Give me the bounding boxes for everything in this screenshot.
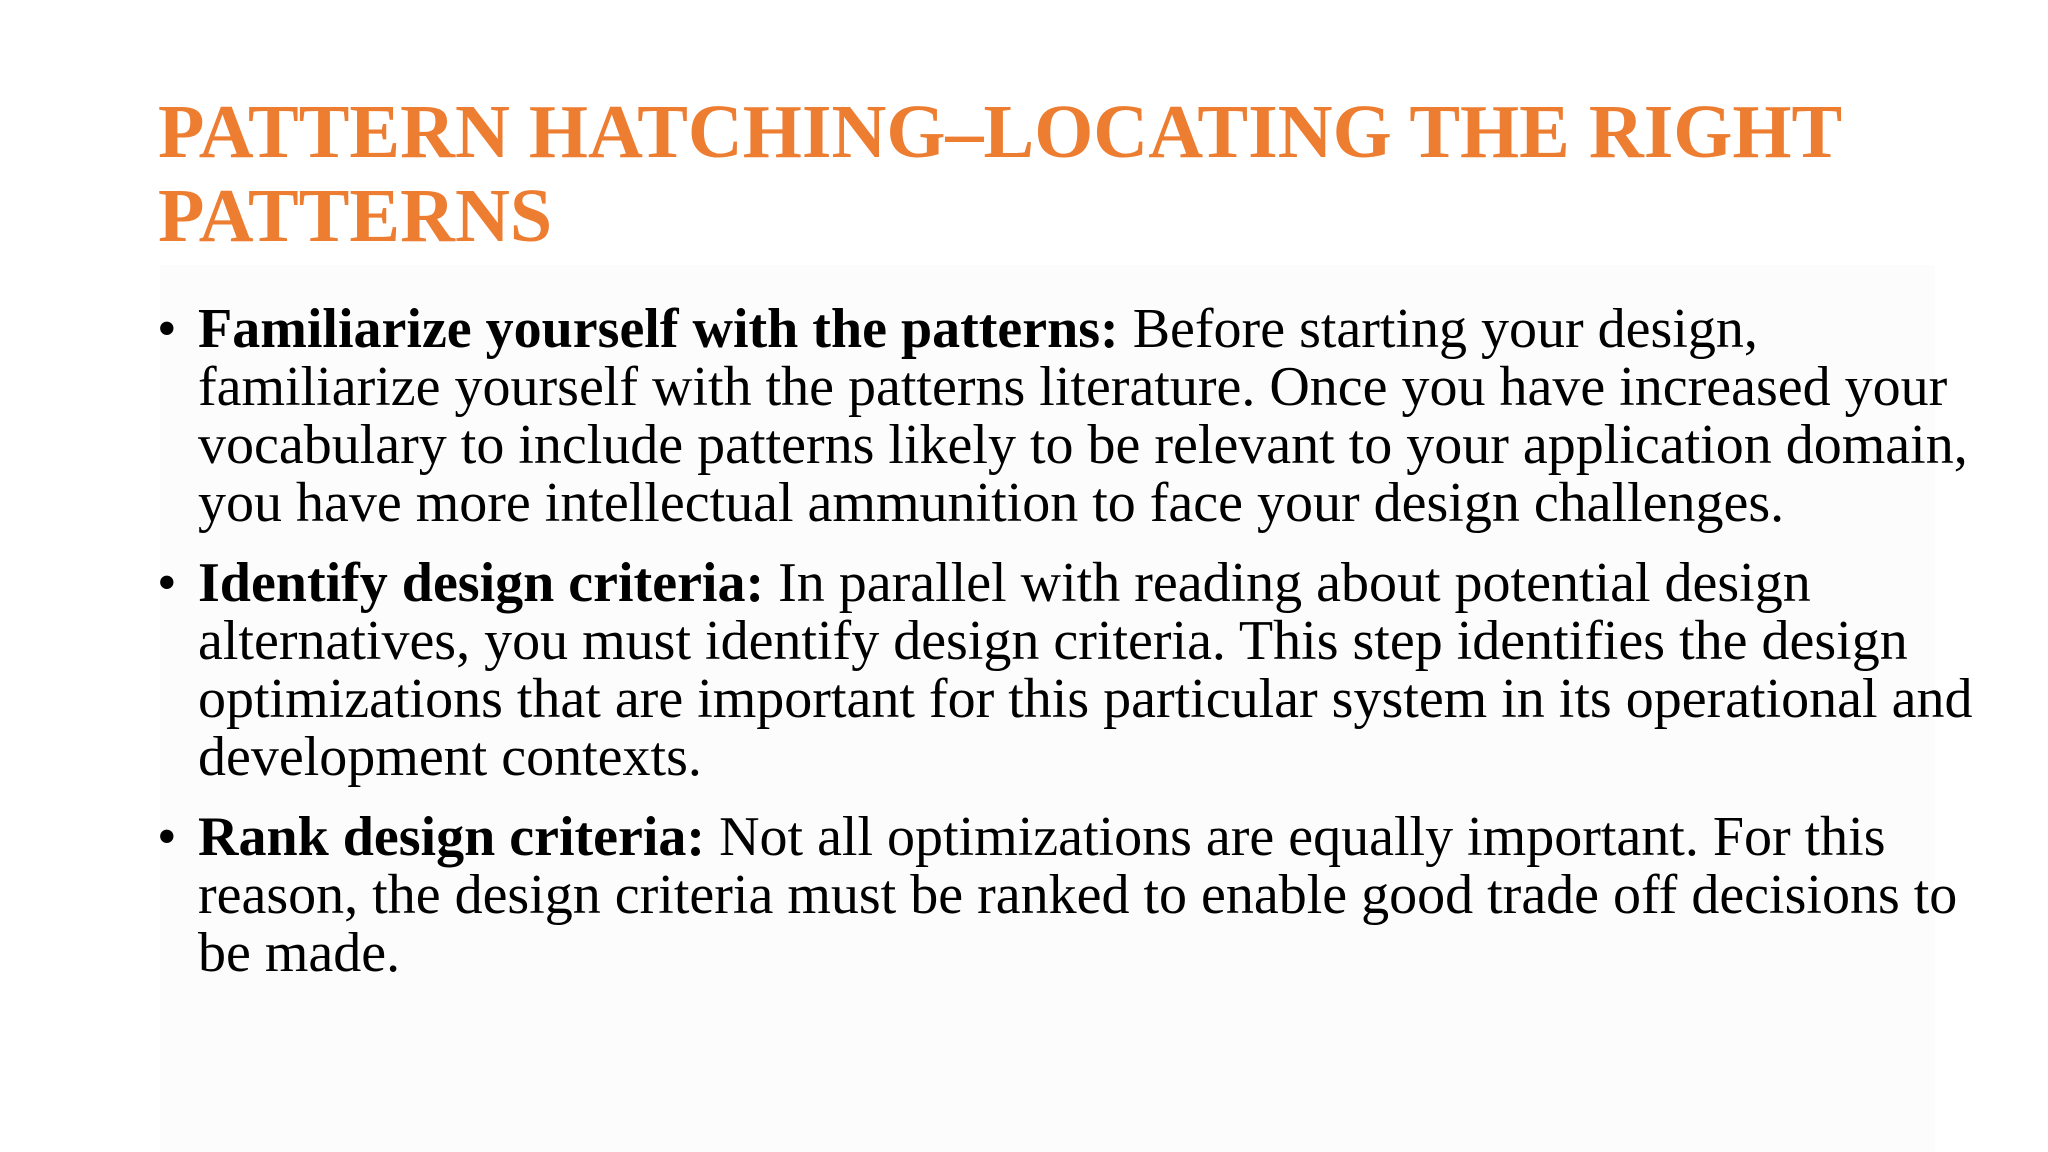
bullet-item-rank xyxy=(150,808,1980,982)
bullet-term: Familiarize yourself with the patterns: xyxy=(198,298,1119,360)
bullet-item-identify xyxy=(150,554,1980,786)
bullet-term: Rank design criteria: xyxy=(198,806,706,868)
bullet-term: Identify design criteria: xyxy=(198,552,765,614)
bullet-icon: • xyxy=(157,552,177,614)
bullet-text: Not all optimizations are equally important. For this reason, the design criteria must be ranked to enable good trade off decisions to be made. xyxy=(198,806,1958,984)
bullet-text: Before starting your design, familiarize yourself with the patterns literature. Once you have increased your vocabulary to include patterns likely to be relevant to your application domain, you have more intellectual ammunition to face your design challenges. xyxy=(198,298,1968,534)
bullet-text: In parallel with reading about potential design alternatives, you must identify design criteria. This step identifies the design optimizations that are important for this particular system in its operational and development contexts. xyxy=(198,552,1973,788)
bullet-list xyxy=(150,300,1980,1004)
bullet-item-familiarize xyxy=(150,300,1980,532)
bullet-icon: • xyxy=(157,298,177,360)
slide-title: PATTERN HATCHING–LOCATING THE RIGHT PATTERNS xyxy=(158,90,1841,258)
bullet-icon: • xyxy=(157,806,177,868)
